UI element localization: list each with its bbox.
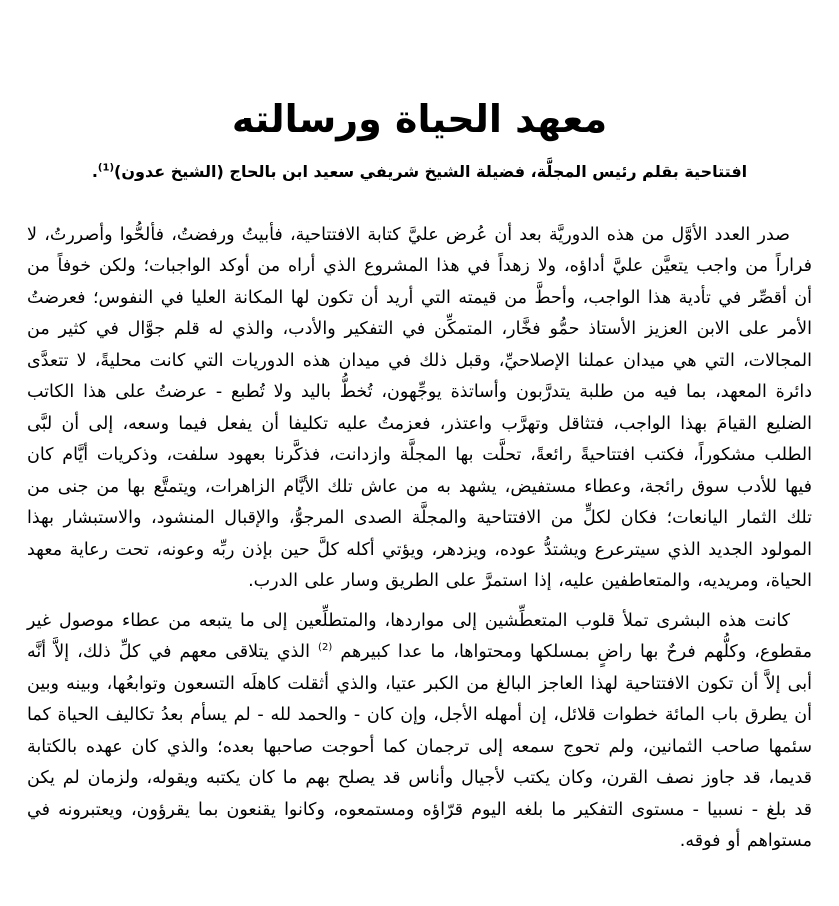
footnote-ref-1: (1) bbox=[97, 162, 115, 174]
paragraph-2-lead: كانت هذه البشرى تملأ قلوب المتعطِّشين إلى مواردها، والمتطلِّعين إلى ما يتبعه من عطاء موصول غير مقطوع، وكلُّهم فرحٌ بها راضٍ بمسلكها ومحتواها، ما عدا كبيرهم bbox=[27, 610, 812, 662]
footnote-ref-2: (2) bbox=[318, 642, 333, 654]
article-subtitle bbox=[27, 160, 812, 184]
paragraph-1: صدر العدد الأوَّل من هذه الدوريَّة بعد أن عُرض عليَّ كتابة الافتتاحية، فأبيتُ ورفضتُ، فألحُّوا وأصررتُ، لا فراراً من واجب يتعيَّن عليَّ أداؤه، ولا زهداً في هذا المشروع الذي أراه من أوكد الواجبات؛ ولكن خوفاً من أن أقصِّر في تأدية هذا الواجب، وأحطَّ من قيمته التي أريد أن تكون لها المكانة العليا في النفوس؛ فعرضتُ الأمر على الابن العزيز الأستاذ حمُّو فخَّار، المتمكِّن في التفكير والأدب، والذي له قلم جوَّال في كثير من المجالات، التي هي ميدان عملنا الإصلاحيِّ، وقبل ذلك في ميدان هذه الدوريات التي كانت محليةً، لا تتعدَّى دائرة المعهد، بما فيه من طلبة يتدرَّبون وأساتذة يوجِّهون، تُخطُّ باليد ولا تُطبع - عرضتُ على هذا الكاتب الضليع القيامَ بهذا الواجب، فتثاقل وتهرَّب واعتذر، فعزمتُ عليه تكليفا أن يفعل فيما وسعه، إلى أن لبَّى الطلب مشكوراً، فكتب افتتاحيةً رائعةً، تحلَّت بها المجلَّة وازدانت، فذكَّرنا بعهود سلفت، وذكريات أيَّام كان فيها للأدب سوق رائجة، وعطاء مستفيض، يشهد به من عاش تلك الأيَّام الزاهرات، ويتمتَّع بها من جنى من تلك الثمار اليانعات؛ فكان لكلٍّ من الافتتاحية والمجلَّة الصدى المرجوُّ، والإقبال المنشود، والاستبشار بهذا المولود الجديد الذي سيترعرع ويشتدُّ عوده، ويزدهر، ويؤتي أكله كلَّ حين بإذن ربِّه وعونه، تحت رعاية معهد الحياة، ومريديه، والمتعاطفين عليه، إذا استمرَّ على الطريق وسار على الدرب. bbox=[27, 224, 812, 591]
paragraph-2 bbox=[27, 606, 812, 858]
paragraph-2-continuation: الذي يتلاقى معهم في كلِّ ذلك، إلاَّ أنَّه أبى إلاَّ أن تكون الافتتاحية لهذا العاجز البالغ من الكبر عتيا، والذي أثقلت كاهلَه التسعون وتوابعُها، وبينه وبين أن يطرق باب المائة خطوات قلائل، إن أمهله الأجل، وإن كان - والحمد لله - لم يسأم بعدُ تكاليف الحياة كما سئمها صاحب الثمانين، ولم تحوج سمعه إلى ترجمان كما أحوجت صاحبها بعده؛ والذي كان عهده بالكتابة قديما، قد جاوز نصف القرن، وكان يكتب لأجيال وأناس قد يصلح بهم ما كان يكتبه ويقوله، ولزمان لم يكن قد بلغ - نسبيا - مستوى التفكير ما بلغه اليوم قرّاؤه ومستمعوه، وكانوا يقنعون بما يقرؤون، ويعتبرونه في مستواهم أو فوقه. bbox=[27, 642, 812, 851]
article-body bbox=[27, 220, 812, 858]
subtitle-text: افتتاحية بقلم رئيس المجلَّة، فضيلة الشيخ شريفي سعيد ابن بالحاج (الشيخ عدون) bbox=[114, 161, 748, 181]
subtitle-period: . bbox=[91, 161, 98, 181]
article-title: معهد الحياة ورسالته bbox=[231, 97, 608, 141]
